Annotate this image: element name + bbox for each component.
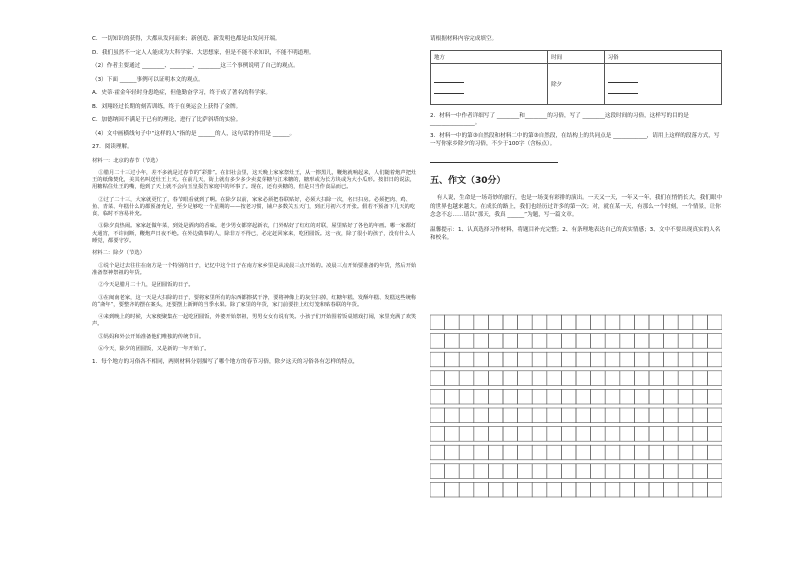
- grid-cell[interactable]: [634, 371, 649, 386]
- grid-cell[interactable]: [518, 352, 533, 367]
- grid-cell[interactable]: [620, 315, 635, 330]
- grid-cell[interactable]: [503, 464, 518, 479]
- grid-cell[interactable]: [664, 427, 679, 442]
- grid-cell[interactable]: [430, 334, 445, 349]
- grid-cell[interactable]: [664, 371, 679, 386]
- grid-cell[interactable]: [445, 464, 460, 479]
- grid-cell[interactable]: [459, 464, 474, 479]
- grid-cell[interactable]: [605, 464, 620, 479]
- grid-cell[interactable]: [605, 445, 620, 460]
- material-2-para-6: ⑥今天，除夕的团圆饭，又是新的一年开始了。: [98, 346, 210, 353]
- grid-cell[interactable]: [459, 389, 474, 404]
- grid-cell[interactable]: [503, 427, 518, 442]
- grid-cell[interactable]: [474, 482, 489, 497]
- grid-cell[interactable]: [634, 389, 649, 404]
- grid-cell[interactable]: [503, 445, 518, 460]
- grid-cell[interactable]: [591, 334, 606, 349]
- grid-cell[interactable]: [678, 408, 693, 423]
- grid-cell[interactable]: [445, 352, 460, 367]
- grid-cell[interactable]: [547, 371, 562, 386]
- grid-cell[interactable]: [649, 334, 664, 349]
- grid-cell[interactable]: [488, 408, 503, 423]
- grid-cell[interactable]: [591, 315, 606, 330]
- grid-cell[interactable]: [503, 389, 518, 404]
- question-27: 27．阅读理解。: [92, 144, 133, 150]
- table-header-custom: 习俗: [604, 50, 721, 63]
- grid-cell[interactable]: [678, 427, 693, 442]
- grid-cell[interactable]: [503, 371, 518, 386]
- grid-cell[interactable]: [620, 371, 635, 386]
- question-1: 1．每个地方的习俗各不相同，两则材料分别描写了哪个地方的春节习俗，除夕这天的习俗各有怎样的特点，: [92, 358, 359, 365]
- grid-cell[interactable]: [474, 371, 489, 386]
- material-2-para-4: ④来到晚上的时候，大家便聚集在一起吃团圆饭，外婆开始祭祖，男男女女有说有笑。小孩子们开始围着饭桌嬉戏打闹，家里充满了欢笑声。: [92, 314, 417, 328]
- grid-cell[interactable]: [488, 482, 503, 497]
- grid-cell[interactable]: [474, 445, 489, 460]
- grid-cell[interactable]: [678, 371, 693, 386]
- grid-cell[interactable]: [474, 408, 489, 423]
- grid-cell[interactable]: [634, 315, 649, 330]
- grid-cell[interactable]: [430, 482, 445, 497]
- grid-cell[interactable]: [693, 315, 708, 330]
- time-cell: 除夕: [548, 63, 604, 104]
- grid-cell[interactable]: [445, 389, 460, 404]
- grid-cell[interactable]: [605, 315, 620, 330]
- grid-cell[interactable]: [430, 427, 445, 442]
- grid-cell[interactable]: [605, 482, 620, 497]
- grid-cell[interactable]: [605, 427, 620, 442]
- grid-cell[interactable]: [430, 315, 445, 330]
- grid-cell[interactable]: [605, 352, 620, 367]
- choice-b: B．刘翔经过长期的刻苦训练，终于在奥运会上获得了金牌。: [92, 103, 242, 110]
- grid-cell[interactable]: [605, 408, 620, 423]
- grid-cell[interactable]: [620, 427, 635, 442]
- grid-cell[interactable]: [532, 352, 547, 367]
- grid-cell[interactable]: [430, 371, 445, 386]
- grid-cell[interactable]: [518, 371, 533, 386]
- grid-cell[interactable]: [649, 352, 664, 367]
- grid-cell[interactable]: [459, 482, 474, 497]
- grid-cell[interactable]: [576, 315, 591, 330]
- grid-cell[interactable]: [488, 427, 503, 442]
- grid-cell[interactable]: [664, 334, 679, 349]
- grid-cell[interactable]: [532, 445, 547, 460]
- grid-cell[interactable]: [488, 315, 503, 330]
- grid-cell[interactable]: [488, 334, 503, 349]
- question-4: （4）文中画横线句子中“这样的人”指的是 ______的人，这句话的作用是 ______。: [92, 130, 296, 137]
- grid-cell[interactable]: [678, 389, 693, 404]
- grid-cell[interactable]: [678, 445, 693, 460]
- grid-cell[interactable]: [561, 389, 576, 404]
- grid-cell[interactable]: [459, 315, 474, 330]
- grid-cell[interactable]: [707, 334, 722, 349]
- grid-cell[interactable]: [474, 389, 489, 404]
- grid-cell[interactable]: [605, 371, 620, 386]
- grid-cell[interactable]: [620, 482, 635, 497]
- grid-cell[interactable]: [634, 445, 649, 460]
- grid-cell[interactable]: [561, 352, 576, 367]
- grid-cell[interactable]: [649, 371, 664, 386]
- grid-cell[interactable]: [707, 315, 722, 330]
- grid-cell[interactable]: [547, 352, 562, 367]
- grid-svg: [430, 314, 722, 500]
- grid-cell[interactable]: [561, 464, 576, 479]
- grid-cell[interactable]: [693, 389, 708, 404]
- grid-cell[interactable]: [664, 482, 679, 497]
- grid-cell[interactable]: [518, 334, 533, 349]
- grid-cell[interactable]: [678, 464, 693, 479]
- essay-writing-grid[interactable]: [430, 314, 722, 500]
- grid-cell[interactable]: [576, 445, 591, 460]
- grid-cell[interactable]: [576, 352, 591, 367]
- grid-cell[interactable]: [547, 482, 562, 497]
- right-column: [430, 36, 722, 249]
- grid-cell[interactable]: [576, 408, 591, 423]
- question-3: （3）下面 ______事例可以证明本文的观点。: [92, 76, 204, 83]
- grid-cell[interactable]: [591, 389, 606, 404]
- essay-prompt: 有人说，生命是一场奇妙的旅行，也是一场变有彩排的演出。一天又一天，一年又一年，我们在悄悄长大，我们眼中的世界也越来越大。在成长的路上，我们也经历过许多的第一次；对，就在某一天，有那么一个时刻，一个情景，让你念念不忘……请以“那天，我真 ______”为题，写一篇文章。: [430, 195, 723, 219]
- grid-cell[interactable]: [503, 352, 518, 367]
- grid-cell[interactable]: [620, 352, 635, 367]
- grid-cell[interactable]: [445, 371, 460, 386]
- grid-cell[interactable]: [707, 482, 722, 497]
- grid-cell[interactable]: [430, 408, 445, 423]
- grid-cell[interactable]: [532, 315, 547, 330]
- grid-cell[interactable]: [591, 445, 606, 460]
- grid-cell[interactable]: [707, 427, 722, 442]
- essay-tips: 温馨提示：1、认真选择习作材料，将题目补充完整；2、有条理地表达自己的真实情感；3、文中不要出现真实的人名和校名。: [430, 226, 721, 242]
- question-2: （2）作者主要通过 ________、________、________这三个事例说明了自己的观点。: [92, 63, 299, 69]
- option-c: C．一切知识的获得，大都从发问而来；新创造、新发明也都是由发问开端。: [92, 36, 281, 42]
- grid-cell[interactable]: [707, 352, 722, 367]
- custom-cell[interactable]: [604, 63, 721, 104]
- left-column: [92, 36, 418, 372]
- material-1-para-2: ②过了二十三，大家就更忙了，春节眼看就到了啊。在除夕以前，家家必须把春联贴好，必须大扫除一次，名曰扫房。必须把肉、鸡、鱼、青菜、年糕什么的都预备充足，至少足够吃一个星期的——按老习惯，铺户多数关五天门，到正月初六才开张。假若不预备下几天的吃食，临时不容易补充。: [92, 196, 416, 218]
- grid-cell[interactable]: [547, 389, 562, 404]
- grid-cell[interactable]: [678, 334, 693, 349]
- grid-cell[interactable]: [591, 371, 606, 386]
- grid-cell[interactable]: [459, 371, 474, 386]
- grid-cell[interactable]: [430, 445, 445, 460]
- material-2-para-2: ②今天是腊月二十九，是团圆饭的日子。: [98, 282, 194, 289]
- grid-cell[interactable]: [474, 427, 489, 442]
- grid-cell[interactable]: [634, 408, 649, 423]
- grid-cell[interactable]: [634, 464, 649, 479]
- grid-cell[interactable]: [634, 427, 649, 442]
- grid-cell[interactable]: [678, 315, 693, 330]
- grid-cell[interactable]: [605, 389, 620, 404]
- grid-cell[interactable]: [693, 482, 708, 497]
- grid-cell[interactable]: [474, 334, 489, 349]
- grid-cell[interactable]: [503, 482, 518, 497]
- answer-line[interactable]: [430, 154, 558, 163]
- grid-cell[interactable]: [503, 408, 518, 423]
- grid-cell[interactable]: [591, 352, 606, 367]
- grid-cell[interactable]: [693, 464, 708, 479]
- grid-cell[interactable]: [518, 445, 533, 460]
- grid-cell[interactable]: [707, 389, 722, 404]
- grid-cell[interactable]: [664, 445, 679, 460]
- grid-cell[interactable]: [678, 482, 693, 497]
- grid-cell[interactable]: [488, 389, 503, 404]
- grid-cell[interactable]: [649, 389, 664, 404]
- grid-cell[interactable]: [445, 427, 460, 442]
- grid-cell[interactable]: [561, 315, 576, 330]
- grid-cell[interactable]: [547, 427, 562, 442]
- grid-cell[interactable]: [561, 371, 576, 386]
- grid-cell[interactable]: [430, 352, 445, 367]
- grid-cell[interactable]: [707, 445, 722, 460]
- grid-cell[interactable]: [561, 408, 576, 423]
- grid-cell[interactable]: [634, 352, 649, 367]
- grid-cell[interactable]: [445, 445, 460, 460]
- grid-cell[interactable]: [664, 464, 679, 479]
- grid-cell[interactable]: [518, 315, 533, 330]
- grid-cell[interactable]: [664, 408, 679, 423]
- grid-cell[interactable]: [576, 464, 591, 479]
- grid-cell[interactable]: [459, 334, 474, 349]
- table-header-place: 地方: [431, 50, 548, 63]
- option-d: D．我们虽然不一定人人能成为大科学家、大思想家，但是不能不求知识，不能不明道理。: [92, 49, 315, 56]
- grid-cell[interactable]: [547, 408, 562, 423]
- grid-cell[interactable]: [591, 408, 606, 423]
- grid-cell[interactable]: [591, 427, 606, 442]
- place-cell[interactable]: [431, 63, 548, 104]
- grid-cell[interactable]: [459, 427, 474, 442]
- right-question-3: 3．材料一中的第③自然段和材料二中的第③自然段，在结构上的共同点是 ____________，请用上这样的段落方式，写一写你家乡除夕的习俗，不少于100字（含标点）。: [430, 133, 720, 147]
- grid-cell[interactable]: [532, 408, 547, 423]
- grid-cell[interactable]: [664, 315, 679, 330]
- grid-cell[interactable]: [634, 482, 649, 497]
- grid-cell[interactable]: [532, 427, 547, 442]
- grid-cell[interactable]: [693, 334, 708, 349]
- grid-cell[interactable]: [649, 445, 664, 460]
- grid-cell[interactable]: [620, 389, 635, 404]
- grid-cell[interactable]: [532, 464, 547, 479]
- grid-cell[interactable]: [488, 464, 503, 479]
- grid-cell[interactable]: [591, 464, 606, 479]
- grid-cell[interactable]: [488, 352, 503, 367]
- answer-blank[interactable]: [608, 85, 638, 94]
- grid-cell[interactable]: [634, 334, 649, 349]
- grid-cell[interactable]: [693, 408, 708, 423]
- grid-cell[interactable]: [561, 482, 576, 497]
- grid-cell[interactable]: [532, 482, 547, 497]
- grid-cell[interactable]: [459, 408, 474, 423]
- grid-cell[interactable]: [547, 315, 562, 330]
- grid-cell[interactable]: [576, 482, 591, 497]
- grid-cell[interactable]: [707, 408, 722, 423]
- choice-c: C．加德纳因不满足于已有的理论，进行了比萨斜塔的实验。: [92, 117, 242, 123]
- grid-cell[interactable]: [518, 408, 533, 423]
- grid-cell[interactable]: [693, 352, 708, 367]
- grid-cell[interactable]: [547, 445, 562, 460]
- grid-cell[interactable]: [518, 482, 533, 497]
- grid-cell[interactable]: [664, 352, 679, 367]
- grid-cell[interactable]: [532, 334, 547, 349]
- right-question-2: 2．材料一中作者详细写了 ________和________的习俗，写了 ________这段时间的习俗，这样写的目的是 ________________。: [430, 112, 689, 126]
- grid-cell[interactable]: [532, 371, 547, 386]
- grid-cell[interactable]: [620, 445, 635, 460]
- grid-cell[interactable]: [547, 464, 562, 479]
- table-header-time: 时间: [548, 50, 604, 63]
- grid-cell[interactable]: [488, 371, 503, 386]
- material-2-title: 材料二：除夕（节选）: [92, 250, 145, 257]
- grid-cell[interactable]: [430, 464, 445, 479]
- grid-cell[interactable]: [503, 315, 518, 330]
- grid-cell[interactable]: [503, 334, 518, 349]
- grid-cell[interactable]: [664, 389, 679, 404]
- customs-table: [430, 50, 722, 105]
- grid-cell[interactable]: [474, 464, 489, 479]
- grid-cell[interactable]: [649, 482, 664, 497]
- grid-cell[interactable]: [693, 445, 708, 460]
- grid-cell[interactable]: [459, 445, 474, 460]
- grid-cell[interactable]: [576, 389, 591, 404]
- grid-cell[interactable]: [488, 445, 503, 460]
- material-1-para-1: ①腊月二十三过小年，差不多就是过春节的“彩排”。在旧社会里，这天晚上家家祭灶王，从一擦黑儿，鞭炮就响起来，人们随着炮声把灶王的纸像焚化，美其名叫送灶王上天。在前几天，街上就有多少多少卖麦芽糖与江米糖的，糖形或为长方块或为大小瓜形。按旧日的说法，用糖粘住灶王的嘴，他到了天上就不会向玉皇报告家庭中的坏事了。现在，还有卖糖的，但是只当作食品而已。: [92, 169, 417, 191]
- grid-cell[interactable]: [649, 408, 664, 423]
- grid-cell[interactable]: [445, 482, 460, 497]
- material-1-para-3: ③除夕真热闹。家家赶做年菜，到处是酒肉的香味。老少男女都穿起新衣，门外贴好了红红的对联，屋里贴好了各色的年画。哪一家都灯火通宵，不许间断，鞭炮声日夜不绝。在外边做事的人，除非万不得已，必定赶回家来，吃团圆饭。这一夜，除了很小的孩子，没有什么人睡觉，都要守岁。: [92, 223, 417, 244]
- grid-cell[interactable]: [561, 445, 576, 460]
- grid-cell[interactable]: [649, 464, 664, 479]
- grid-cell[interactable]: [620, 334, 635, 349]
- grid-cell[interactable]: [576, 427, 591, 442]
- grid-cell[interactable]: [430, 389, 445, 404]
- choice-a: A．史蒂·霍金年轻时身患绝症，但他勤奋学习，终于成了著名的科学家。: [92, 90, 272, 96]
- grid-cell[interactable]: [649, 427, 664, 442]
- grid-cell[interactable]: [678, 352, 693, 367]
- essay-section-title: 五、作文（30分）: [430, 176, 506, 187]
- grid-cell[interactable]: [518, 464, 533, 479]
- material-2-para-1: ①说个是过去往往在南方是一个特别的日子，记忆中这个日子在南方家乡里是从凌晨三点开始的。凌晨三点开始要准备的年货，然后开始准备祭神祭祖的年货。: [92, 262, 417, 276]
- grid-cell[interactable]: [649, 315, 664, 330]
- grid-cell[interactable]: [561, 427, 576, 442]
- answer-blank[interactable]: [434, 74, 464, 83]
- grid-cell[interactable]: [693, 371, 708, 386]
- grid-cell[interactable]: [474, 352, 489, 367]
- grid-cell[interactable]: [693, 427, 708, 442]
- grid-cell[interactable]: [561, 334, 576, 349]
- answer-blank[interactable]: [608, 74, 638, 83]
- grid-cell[interactable]: [707, 464, 722, 479]
- answer-blank[interactable]: [434, 85, 464, 94]
- grid-cell[interactable]: [445, 334, 460, 349]
- grid-cell[interactable]: [547, 334, 562, 349]
- grid-cell[interactable]: [474, 315, 489, 330]
- material-2-para-5: ⑤妈妈和外公开始准备他们唯独的传统节目。: [98, 333, 205, 340]
- grid-cell[interactable]: [620, 464, 635, 479]
- grid-cell[interactable]: [518, 427, 533, 442]
- grid-cell[interactable]: [445, 408, 460, 423]
- grid-cell[interactable]: [518, 389, 533, 404]
- grid-cell[interactable]: [620, 408, 635, 423]
- grid-cell[interactable]: [532, 389, 547, 404]
- grid-cell[interactable]: [605, 334, 620, 349]
- material-1-title: 材料一：北京的春节（节选）: [92, 157, 161, 164]
- table-intro: 请根据材料内容完成填空。: [430, 36, 498, 42]
- grid-cell[interactable]: [707, 371, 722, 386]
- grid-cell[interactable]: [459, 352, 474, 367]
- grid-cell[interactable]: [445, 315, 460, 330]
- grid-cell[interactable]: [591, 482, 606, 497]
- material-2-para-3: ③在闽南老家，这一天是大扫除的日子，要将家里所有的东西都擦拭干净，要将神像上的灰尘扫掉，红糖年糕、发酥年糕、发糕这些统称的“斋年”，要整齐的摆在案头，还要摆上新鲜的当季水果。除了家里的年货，家门前要挂上红灯笼和贴春联的年货。: [92, 294, 417, 308]
- grid-cell[interactable]: [576, 371, 591, 386]
- grid-cell[interactable]: [576, 334, 591, 349]
